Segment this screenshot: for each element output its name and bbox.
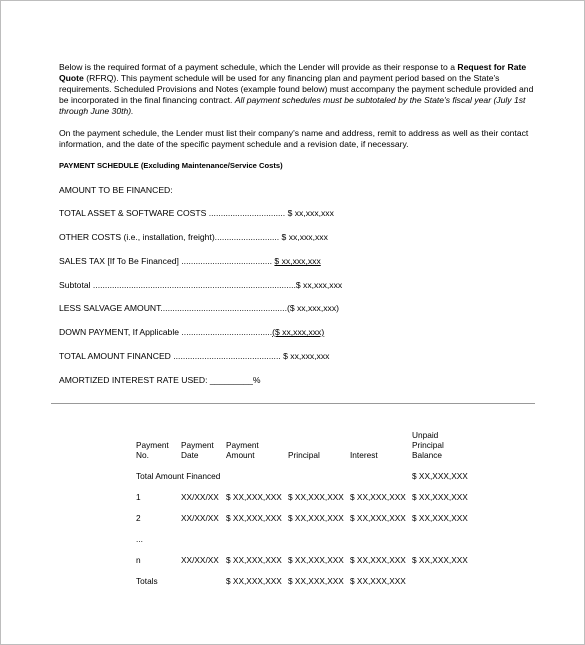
line-value: $ xx,xxx,xxx <box>274 256 321 266</box>
header-principal: Principal <box>288 450 320 460</box>
line-value: $ xx,xxx,xxx <box>295 280 343 290</box>
intro-text: Below is the required format of a payment schedule, which the Lender will provide as their response to a <box>59 62 458 72</box>
row-2-principal: $ XX,XXX,XXX <box>288 513 344 523</box>
header-interest: Interest <box>350 450 378 460</box>
rate-unit: % <box>252 375 261 385</box>
row-1-date: XX/XX/XX <box>181 492 219 502</box>
line-total-asset: TOTAL ASSET & SOFTWARE COSTS ................................ $ xx,xxx,xxx <box>59 208 334 218</box>
row-1-balance: $ XX,XXX,XXX <box>412 492 468 502</box>
totals-interest: $ XX,XXX,XXX <box>350 576 406 586</box>
row-1-interest: $ XX,XXX,XXX <box>350 492 406 502</box>
line-value: ($ xx,xxx,xxx) <box>272 327 325 337</box>
row-1-amount: $ XX,XXX,XXX <box>226 492 282 502</box>
intro-text-continued: (RFRQ). This payment schedule will be used for any financing plan and payment period based on the State's requirements. Scheduled Provisions and Notes (example found below) must accompany the payment schedule provided and be incorporated in the final financing contract. <box>59 73 534 106</box>
row-2-interest: $ XX,XXX,XXX <box>350 513 406 523</box>
line-value: $ xx,xxx,xxx <box>283 351 330 361</box>
row-ellipsis: ... <box>136 534 143 544</box>
interest-rate-line: AMORTIZED INTEREST RATE USED: _________% <box>59 375 261 385</box>
total-balance-value: $ XX,XXX,XXX <box>412 471 468 481</box>
row-2-date: XX/XX/XX <box>181 513 219 523</box>
schedule-heading: PAYMENT SCHEDULE (Excluding Maintenance/Service Costs) <box>59 161 283 170</box>
header-payment-amount: Payment Amount <box>226 440 259 460</box>
row-n-no: n <box>136 555 141 565</box>
line-down-payment: DOWN PAYMENT, If Applicable ......................................($ xx,xxx,xxx) <box>59 327 325 337</box>
totals-principal: $ XX,XXX,XXX <box>288 576 344 586</box>
rate-blank: _________ <box>209 375 253 385</box>
row-n-interest: $ XX,XXX,XXX <box>350 555 406 565</box>
line-total-financed: TOTAL AMOUNT FINANCED ............................................. $ xx,xxx,xxx <box>59 351 330 361</box>
header-payment-date: Payment Date <box>181 440 214 460</box>
row-2-no: 2 <box>136 513 141 523</box>
totals-amount: $ XX,XXX,XXX <box>226 576 282 586</box>
row-2-amount: $ XX,XXX,XXX <box>226 513 282 523</box>
lender-paragraph: On the payment schedule, the Lender must list their company's name and address, remit to address as well as their contact information, and the date of the specific payment schedule and a revision date, if necessary. <box>59 128 529 150</box>
totals-label: Totals <box>136 576 158 586</box>
line-other-costs: OTHER COSTS (i.e., installation, freight)........................... $ xx,xxx,xxx <box>59 232 328 242</box>
line-subtotal: Subtotal .....................................................................................$ xx,xxx,xxx <box>59 280 343 290</box>
fiscal-year-note: All payment schedules must be subtotaled by the State's fiscal year (July 1st through June 30th). <box>59 95 526 117</box>
row-n-principal: $ XX,XXX,XXX <box>288 555 344 565</box>
intro-paragraph <box>59 62 534 117</box>
line-salvage: LESS SALVAGE AMOUNT.....................................................($ xx,xxx,xxx) <box>59 303 339 313</box>
header-payment-no: Payment No. <box>136 440 169 460</box>
line-sales-tax: SALES TAX [If To Be Financed] ...................................... $ xx,xxx,xxx <box>59 256 321 266</box>
line-value: $ xx,xxx,xxx <box>287 208 334 218</box>
amount-to-finance-label: AMOUNT TO BE FINANCED: <box>59 185 173 195</box>
row-1-principal: $ XX,XXX,XXX <box>288 492 344 502</box>
section-divider <box>51 403 535 404</box>
row-n-date: XX/XX/XX <box>181 555 219 565</box>
total-amount-financed-label: Total Amount Financed <box>136 471 221 481</box>
rfrq-term: Request for Rate Quote <box>59 62 527 84</box>
line-value: $ xx,xxx,xxx <box>281 232 328 242</box>
row-n-balance: $ XX,XXX,XXX <box>412 555 468 565</box>
header-balance: Unpaid Principal Balance <box>412 430 444 460</box>
row-1-no: 1 <box>136 492 141 502</box>
line-value: ($ xx,xxx,xxx) <box>286 303 339 313</box>
row-2-balance: $ XX,XXX,XXX <box>412 513 468 523</box>
row-n-amount: $ XX,XXX,XXX <box>226 555 282 565</box>
